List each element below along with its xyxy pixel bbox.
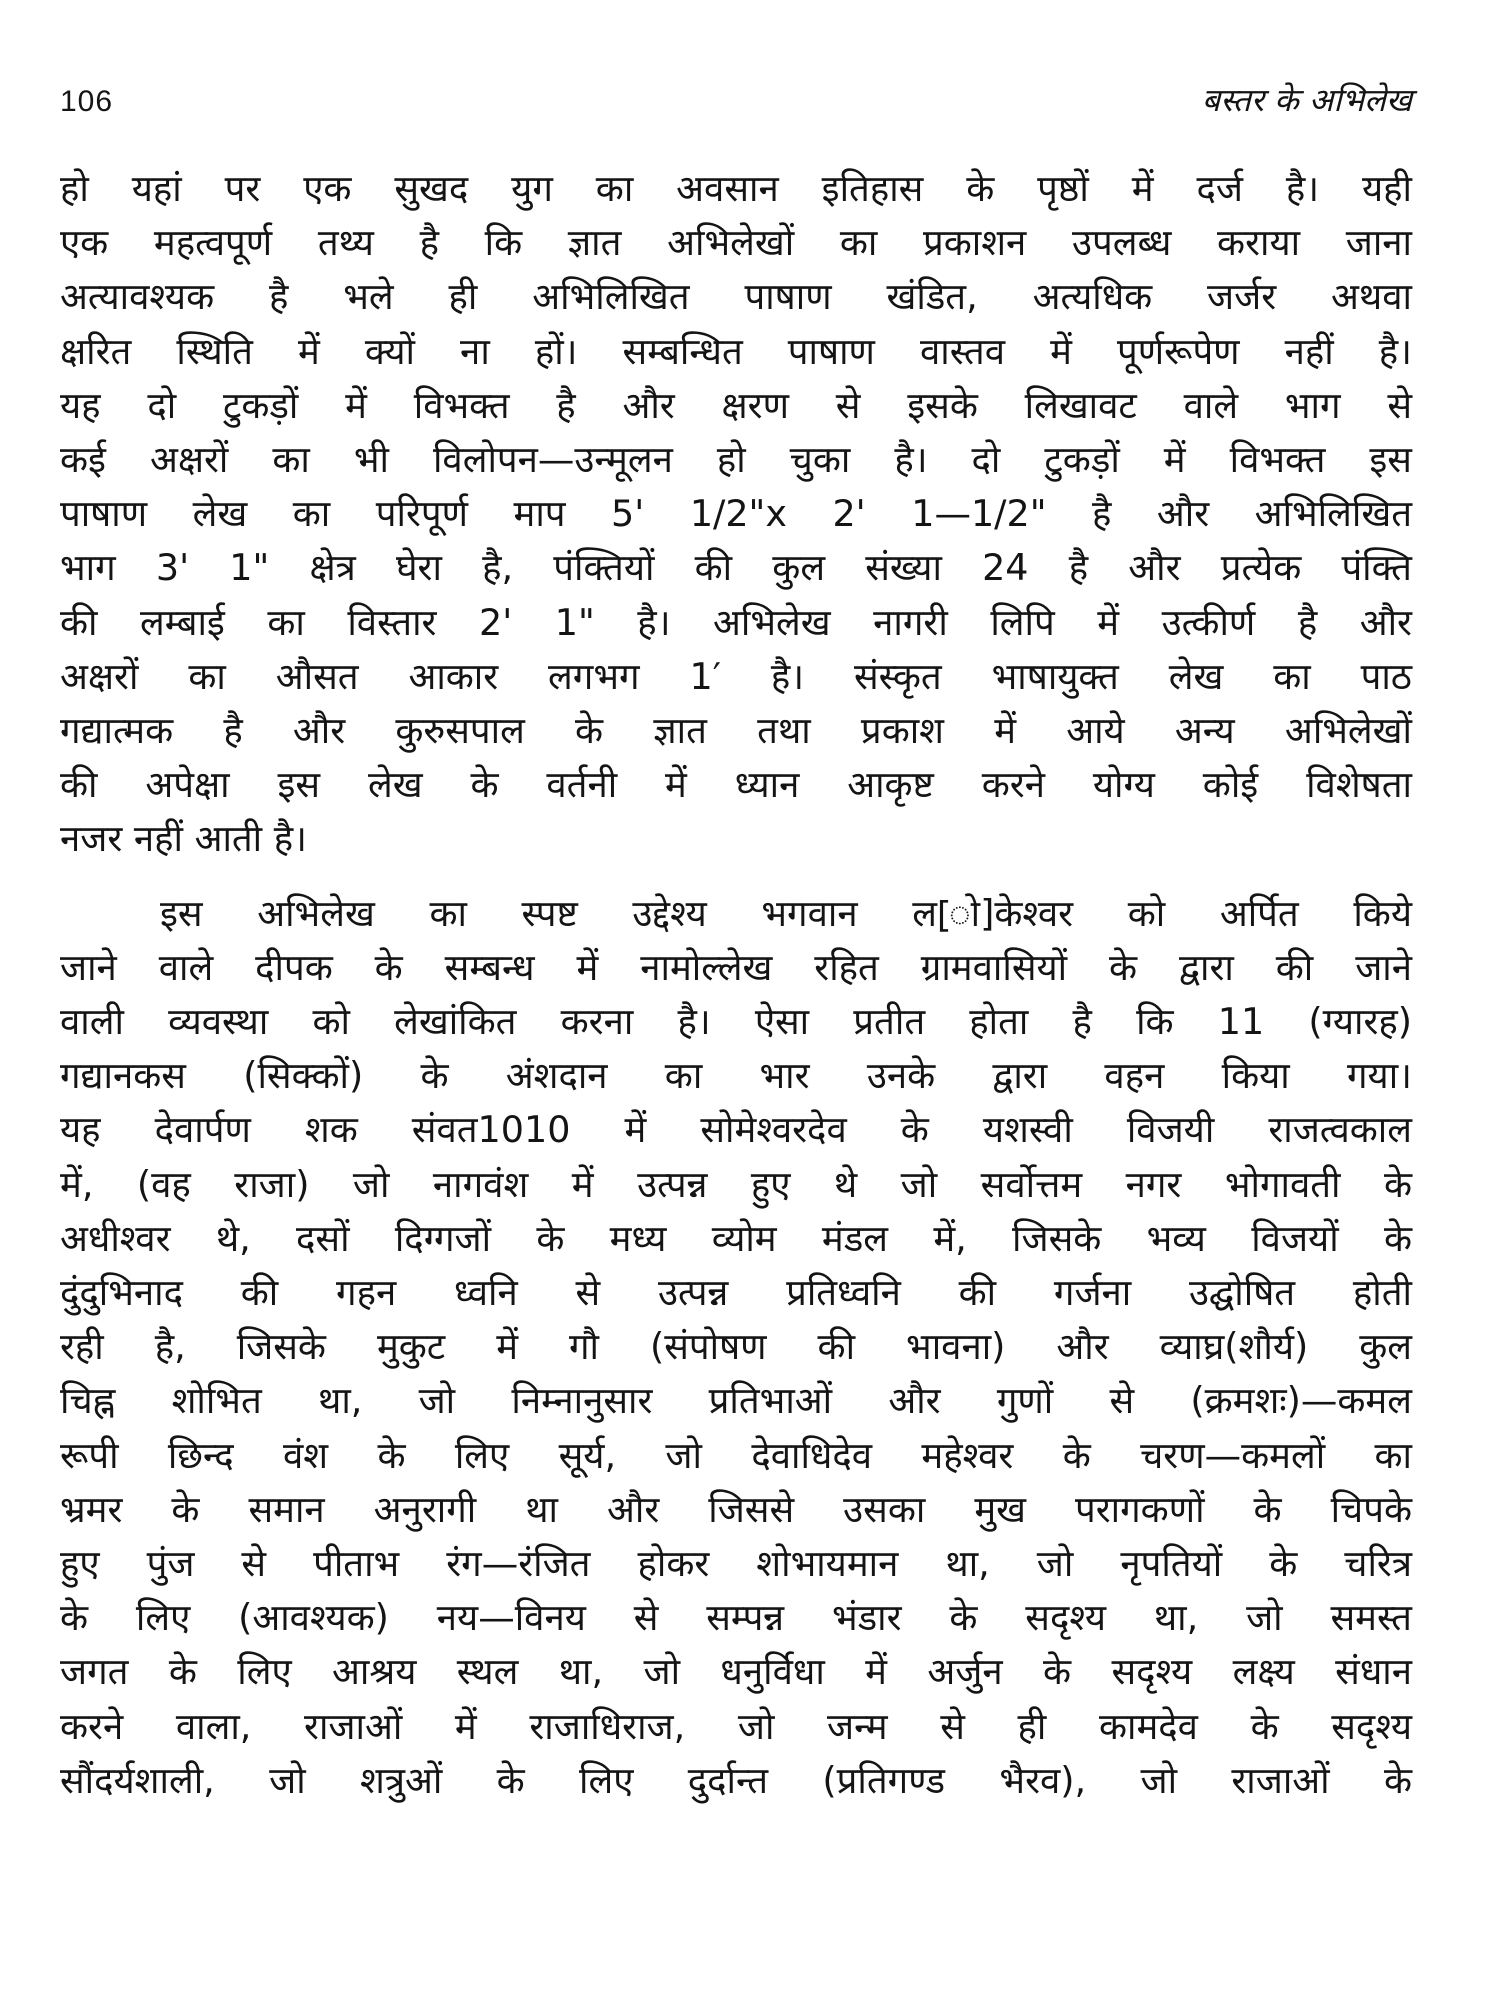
paragraph-2	[60, 887, 1412, 1808]
running-title: बस्तर के अभिलेख	[1201, 81, 1412, 119]
text-line: यह दो टुकड़ों में विभक्त है और क्षरण से इसके लिखावट वाले भाग से	[60, 383, 1412, 427]
text-line: हुए पुंज से पीताभ रंग—रंजित होकर शोभायमान था, जो नृपतियों के चरित्र	[60, 1542, 1412, 1586]
text-line: जगत के लिए आश्रय स्थल था, जो धनुर्विधा में अर्जुन के सदृश्य लक्ष्य संधान	[60, 1650, 1412, 1694]
page-number: 106	[60, 85, 114, 118]
text-line: के लिए (आवश्यक) नय—विनय से सम्पन्न भंडार के सदृश्य था, जो समस्त	[60, 1596, 1412, 1640]
text-line: क्षरित स्थिति में क्यों ना हों। सम्बन्धित पाषाण वास्तव में पूर्णरूपेण नहीं है।	[60, 329, 1412, 373]
text-line: दुंदुभिनाद की गहन ध्वनि से उत्पन्न प्रतिध्वनि की गर्जना उद्घोषित होती	[60, 1271, 1412, 1315]
page-header	[60, 78, 1412, 134]
text-line: गद्यात्मक है और कुरुसपाल के ज्ञात तथा प्रकाश में आये अन्य अभिलेखों	[60, 709, 1412, 753]
text-line: रूपी छिन्द वंश के लिए सूर्य, जो देवाधिदेव महेश्वर के चरण—कमलों का	[60, 1433, 1412, 1477]
text-line: जाने वाले दीपक के सम्बन्ध में नामोल्लेख रहित ग्रामवासियों के द्वारा की जाने	[60, 945, 1412, 989]
text-line: गद्यानकस (सिक्कों) के अंशदान का भार उनके द्वारा वहन किया गया।	[60, 1054, 1412, 1098]
text-line: यह देवार्पण शक संवत1010 में सोमेश्वरदेव के यशस्वी विजयी राजत्वकाल	[60, 1108, 1412, 1152]
text-line: पाषाण लेख का परिपूर्ण माप 5' 1/2"x 2' 1—1/2" है और अभिलिखित	[60, 492, 1412, 536]
text-line: अधीश्वर थे, दसों दिग्गजों के मध्य व्योम मंडल में, जिसके भव्य विजयों के	[60, 1216, 1412, 1260]
paragraph-1	[60, 162, 1412, 867]
text-line: हो यहां पर एक सुखद युग का अवसान इतिहास के पृष्ठों में दर्ज है। यही	[60, 167, 1412, 210]
text-line: अक्षरों का औसत आकार लगभग 1′ है। संस्कृत भाषायुक्त लेख का पाठ	[60, 654, 1412, 698]
text-line: सौंदर्यशाली, जो शत्रुओं के लिए दुर्दान्त (प्रतिगण्ड भैरव), जो राजाओं के	[60, 1758, 1412, 1802]
text-line: भाग 3' 1" क्षेत्र घेरा है, पंक्तियों की कुल संख्या 24 है और प्रत्येक पंक्ति	[60, 546, 1412, 590]
text-line: कई अक्षरों का भी विलोपन—उन्मूलन हो चुका है। दो टुकड़ों में विभक्त इस	[60, 438, 1412, 482]
text-line: नजर नहीं आती है।	[60, 817, 307, 861]
text-line: की अपेक्षा इस लेख के वर्तनी में ध्यान आकृष्ट करने योग्य कोई विशेषता	[60, 763, 1412, 807]
text-line: वाली व्यवस्था को लेखांकित करना है। ऐसा प्रतीत होता है कि 11 (ग्यारह)	[60, 1000, 1412, 1044]
text-line: रही है, जिसके मुकुट में गौ (संपोषण की भावना) और व्याघ्र(शौर्य) कुल	[60, 1325, 1412, 1369]
text-line: चिह्न शोभित था, जो निम्नानुसार प्रतिभाओं और गुणों से (क्रमशः)—कमल	[60, 1379, 1412, 1423]
text-line: की लम्बाई का विस्तार 2' 1" है। अभिलेख नागरी लिपि में उत्कीर्ण है और	[60, 600, 1412, 644]
text-line: इस अभिलेख का स्पष्ट उद्देश्य भगवान ल[ो]केश्वर को अर्पित किये	[160, 891, 1412, 935]
text-line: अत्यावश्यक है भले ही अभिलिखित पाषाण खंडित, अत्यधिक जर्जर अथवा	[60, 275, 1412, 319]
text-line: भ्रमर के समान अनुरागी था और जिससे उसका मुख परागकणों के चिपके	[60, 1487, 1412, 1531]
text-line: करने वाला, राजाओं में राजाधिराज, जो जन्म से ही कामदेव के सदृश्य	[60, 1704, 1412, 1748]
text-line: में, (वह राजा) जो नागवंश में उत्पन्न हुए थे जो सर्वोत्तम नगर भोगावती के	[60, 1162, 1412, 1206]
text-line: एक महत्वपूर्ण तथ्य है कि ज्ञात अभिलेखों का प्रकाशन उपलब्ध कराया जाना	[60, 221, 1412, 265]
